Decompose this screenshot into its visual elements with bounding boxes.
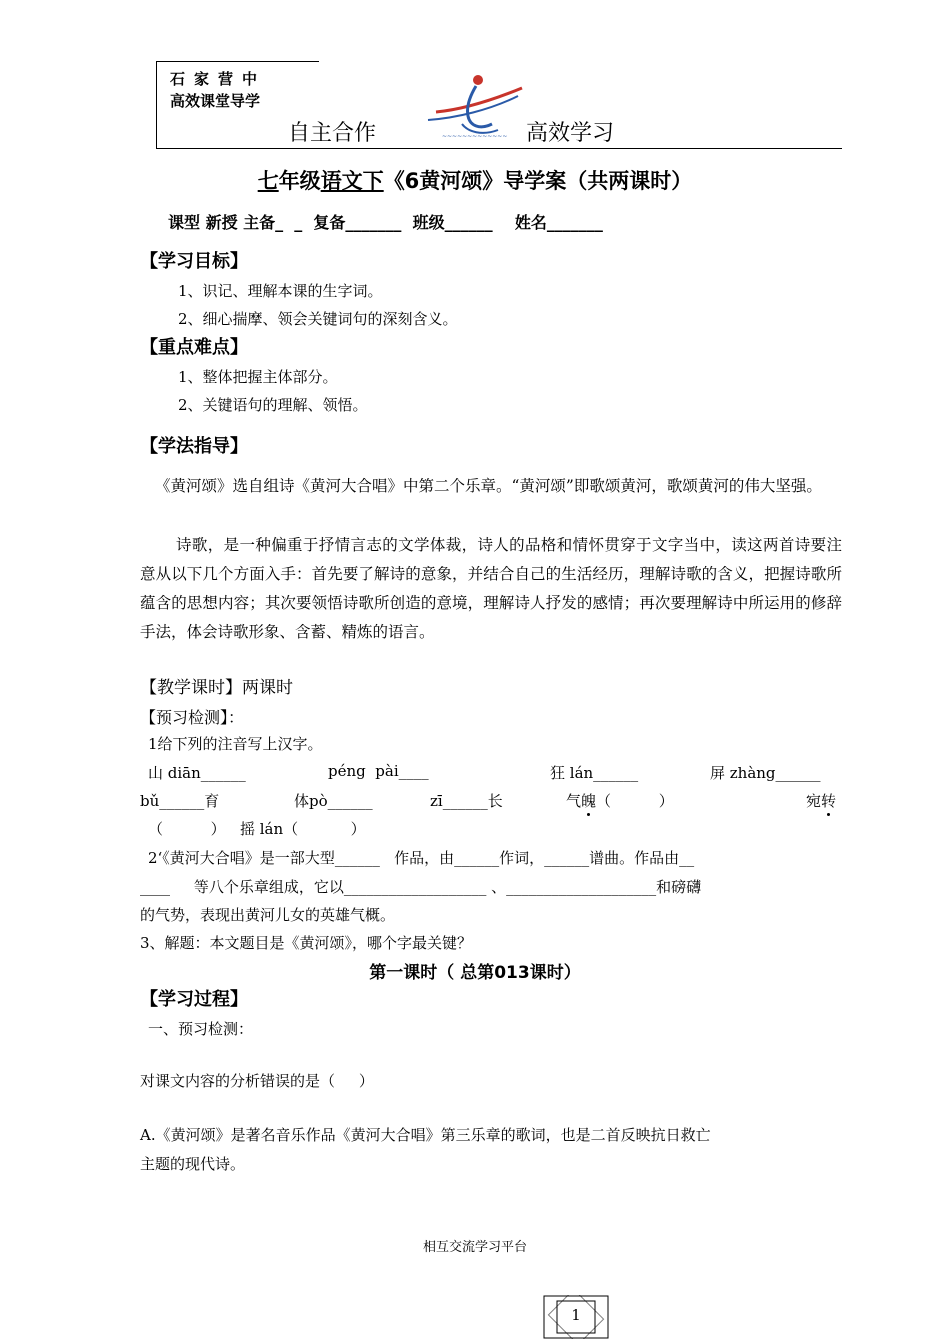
page-number: 1 [571, 1306, 581, 1324]
footer-text: 相互交流学习平台 [422, 1240, 527, 1255]
objective-item: 1、识记、理解本课的生字词。 [178, 282, 383, 300]
method-paragraph-1: 《黄河颂》选自组诗《黄河大合唱》中第二个乐章。“黄河颂”即歌颂黄河，歌颂黄河的伟大坚强。 [155, 477, 822, 495]
title-grade: 年级 [278, 169, 321, 193]
lesson-title: 第一课时（ 总第013课时） [369, 963, 581, 983]
process-question: 对课文内容的分析错误的是（ ） [140, 1072, 374, 1090]
school-logo-icon [418, 66, 528, 140]
svg-text:~~~~~~~~~~~~~: ~~~~~~~~~~~~~ [442, 133, 508, 140]
slogan-right: 高效学习 [526, 121, 615, 146]
process-sub: 一、预习检测： [148, 1020, 254, 1038]
dotted-char: 魄 [581, 792, 597, 810]
slogan-left: 自主合作 [288, 121, 377, 146]
char-prefix: 宛 [806, 792, 822, 810]
pinyin-blank: 狂 lán______ [550, 764, 639, 782]
objectives-heading: 【学习目标】 [140, 251, 248, 272]
meta-line: 课型 新授 主备_ _ 复备_______ 班级______ 姓名_______ [168, 213, 603, 232]
pinyin-blank: zī______长 [430, 792, 503, 810]
hours-heading: 【教学课时】 [140, 678, 242, 698]
pinyin-blank: 山 diān______ [148, 764, 246, 782]
char-prefix: 气 [566, 792, 582, 810]
keypoint-item: 2、关键语句的理解、领悟。 [178, 396, 368, 414]
pinyin-row3: （ ） 摇 lán（ ） [148, 820, 366, 838]
dotted-char: 转 [821, 792, 837, 810]
hours-value: 两课时 [242, 678, 293, 698]
option-a-line2: 主题的现代诗。 [140, 1155, 246, 1173]
hours-line [140, 673, 293, 698]
preview-heading: 【预习检测】： [140, 708, 245, 727]
page-title [0, 165, 950, 195]
title-grade-digit: 七 [257, 169, 279, 193]
pinyin-char-item [806, 790, 836, 811]
preview-q1: 1给下列的注音写上汉字。 [148, 735, 323, 753]
pinyin-blank: bǔ______育 [140, 792, 220, 810]
preview-q2-line1: 2‘《黄河大合唱》是一部大型______ 作品，由______作词，______谱曲。作品由__ [148, 849, 695, 867]
school-subtitle: 高效课堂导学 [170, 92, 261, 110]
char-blank: （ ） [596, 792, 674, 810]
objective-item: 2、细心揣摩、领会关键词句的深刻含义。 [178, 310, 458, 328]
pinyin-blank: péng pài____ [328, 762, 429, 780]
preview-q2-line3: 的气势，表现出黄河儿女的英雄气概。 [140, 906, 396, 924]
method-heading: 【学法指导】 [140, 436, 248, 457]
pinyin-blank: 体pò______ [294, 792, 373, 810]
pinyin-blank: 屏 zhàng______ [710, 764, 821, 782]
school-name: 石家营中 [170, 70, 267, 88]
title-lesson: 《6黄河颂》导学案（共两课时） [383, 169, 693, 193]
option-a-line1: A.《黄河颂》是著名音乐作品《黄河大合唱》第三乐章的歌词，也是二首反映抗日救亡 [140, 1126, 711, 1144]
keypoint-item: 1、整体把握主体部分。 [178, 368, 338, 386]
preview-q2-line2: ____ 等八个乐章组成，它以___________________ 、____________________和磅礴 [140, 878, 702, 896]
pinyin-char-item [566, 790, 674, 811]
preview-q3: 3、解题：本文题目是《黄河颂》，哪个字最关键？ [140, 934, 473, 952]
header-divider [156, 148, 842, 149]
process-heading: 【学习过程】 [140, 989, 248, 1010]
keypoints-heading: 【重点难点】 [140, 337, 248, 358]
title-subject: 语文下 [320, 169, 384, 193]
method-paragraph-2: 诗歌，是一种偏重于抒情言志的文学体裁，诗人的品格和情怀贯穿于文字当中，读这两首诗要注意从以下几个方面入手：首先要了解诗的意象，并结合自己的生活经历，理解诗歌的含义，把握诗歌所蕴含的思想内容；其次要领悟诗歌所创造的意境，理解诗人抒发的感情；再次要理解诗中所运用的修辞手法，体会诗歌形象、含蓄、精炼的语言。 [140, 536, 842, 641]
